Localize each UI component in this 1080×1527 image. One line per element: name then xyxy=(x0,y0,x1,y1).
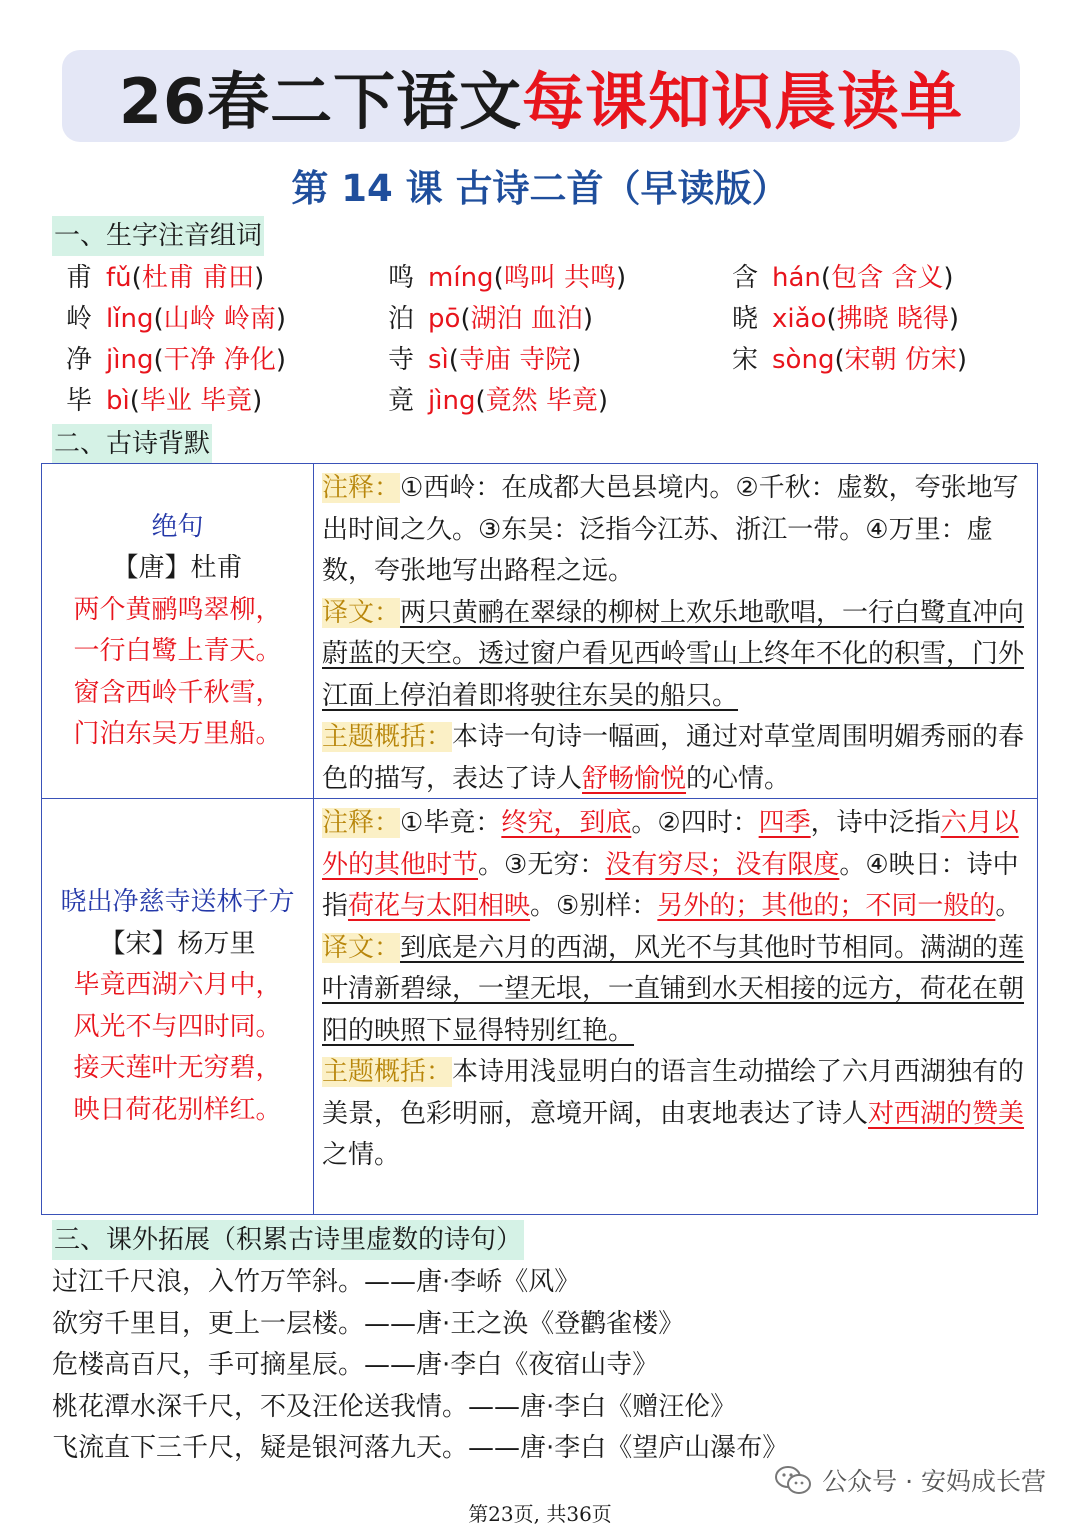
title-part1: 26春二下语文 xyxy=(118,64,523,138)
poem-line: 毕竟西湖六月中， xyxy=(73,970,282,1000)
poem2-translation: 译文：到底是六月的西湖，风光不与其他时节相同。满湖的莲叶清新碧绿，一望无垠，一直铺到水天相接的远方，荷花在朝阳的映照下显得特别红艳。 xyxy=(322,932,1025,1046)
poem-table xyxy=(41,463,1038,1215)
poem1-author: 【唐】杜甫 xyxy=(112,553,243,583)
char-grid xyxy=(66,258,1066,426)
lesson-title: 第 14 课 古诗二首（早读版） xyxy=(291,167,789,210)
char-item: 含 hán(包含 含义) xyxy=(732,263,954,293)
list-item: 过江千尺浪，入竹万竿斜。——唐·李峤《风》 xyxy=(52,1267,581,1297)
poem2-theme: 主题概括：本诗用浅显明白的语言生动描绘了六月西湖独有的美景，色彩明丽，意境开阔，由衷地表达了诗人对西湖的赞美之情。 xyxy=(322,1057,1025,1170)
wechat-icon xyxy=(774,1465,812,1495)
char-item: 毕 bì(毕业 毕竟) xyxy=(66,386,263,416)
char-item: 净 jìng(干净 净化) xyxy=(66,345,287,375)
char-item: 鸣 míng(鸣叫 共鸣) xyxy=(388,263,627,293)
poem2-text xyxy=(42,799,314,1214)
char-item: 宋 sòng(宋朝 仿宋) xyxy=(732,345,968,375)
poem2-annotation: 注释：①毕竟：终究，到底。②四时：四季，诗中泛指六月以外的其他时节。③无穷：没有穷尽；没有限度。④映日：诗中指荷花与太阳相映。⑤别样：另外的；其他的；不同一般的。 xyxy=(322,808,1022,921)
watermark-text: 公众号 · 安妈成长营 xyxy=(822,1467,1046,1496)
char-item: 甫 fǔ(杜甫 甫田) xyxy=(66,263,265,293)
char-item: 岭 lǐng(山岭 岭南) xyxy=(66,304,287,334)
poem-line: 门泊东吴万里船。 xyxy=(73,719,282,749)
poem-line: 风光不与四时同。 xyxy=(73,1011,282,1042)
poem1-row xyxy=(42,464,1037,799)
poem1-title: 绝句 xyxy=(151,511,204,542)
poem2-author: 【宋】杨万里 xyxy=(99,928,256,959)
section1-heading: 一、生字注音组词 xyxy=(52,216,264,256)
extension-list xyxy=(52,1262,788,1470)
section3-heading: 三、课外拓展（积累古诗里虚数的诗句） xyxy=(52,1220,524,1260)
watermark xyxy=(774,1462,1046,1498)
poem1-theme: 主题概括：本诗一句诗一幅画，通过对草堂周围明媚秀丽的春色的描写，表达了诗人舒畅愉悦的心情。 xyxy=(322,722,1025,794)
char-item: 晓 xiǎo(拂晓 晓得) xyxy=(732,304,960,334)
poem1-text xyxy=(42,464,314,798)
poem1-notes xyxy=(322,468,1032,800)
poem-line: 两个黄鹂鸣翠柳， xyxy=(73,594,282,625)
char-item: 竟 jìng(竟然 毕竟) xyxy=(388,386,609,416)
page-number: 第23页, 共36页 xyxy=(468,1502,612,1526)
poem2-row xyxy=(42,799,1037,1214)
poem1-annotation: 注释：①西岭：在成都大邑县境内。②千秋：虚数，夸张地写出时间之久。③东吴：泛指今江苏、浙江一带。④万里：虚数，夸张地写出路程之远。 xyxy=(322,473,1019,586)
poem2-notes xyxy=(322,803,1032,1177)
title-part2: 每课知识晨读单 xyxy=(522,64,964,138)
list-item: 危楼高百尺，手可摘星辰。——唐·李白《夜宿山寺》 xyxy=(52,1350,659,1380)
poem2-title: 晓出净慈寺送林子方 xyxy=(60,887,295,917)
page-title-banner xyxy=(62,50,1020,142)
section2-heading: 二、古诗背默 xyxy=(52,424,212,464)
poem-line: 窗含西岭千秋雪， xyxy=(73,677,282,708)
poem-line: 映日荷花别样红。 xyxy=(73,1094,282,1125)
char-item: 寺 sì(寺庙 寺院) xyxy=(388,345,582,375)
char-item: 泊 pō(湖泊 血泊) xyxy=(388,304,594,334)
list-item: 桃花潭水深千尺，不及汪伦送我情。——唐·李白《赠汪伦》 xyxy=(52,1391,737,1422)
poem-line: 接天莲叶无穷碧， xyxy=(73,1053,282,1083)
poem1-translation: 译文：两只黄鹂在翠绿的柳树上欢乐地歌唱，一行白鹭直冲向蔚蓝的天空。透过窗户看见西岭雪山上终年不化的积雪，门外江面上停泊着即将驶往东吴的船只。 xyxy=(322,597,1025,711)
list-item: 飞流直下三千尺，疑是银河落九天。——唐·李白《望庐山瀑布》 xyxy=(52,1433,789,1463)
list-item: 欲穷千里目，更上一层楼。——唐·王之涣《登鹳雀楼》 xyxy=(52,1308,685,1339)
poem-line: 一行白鹭上青天。 xyxy=(73,636,282,666)
